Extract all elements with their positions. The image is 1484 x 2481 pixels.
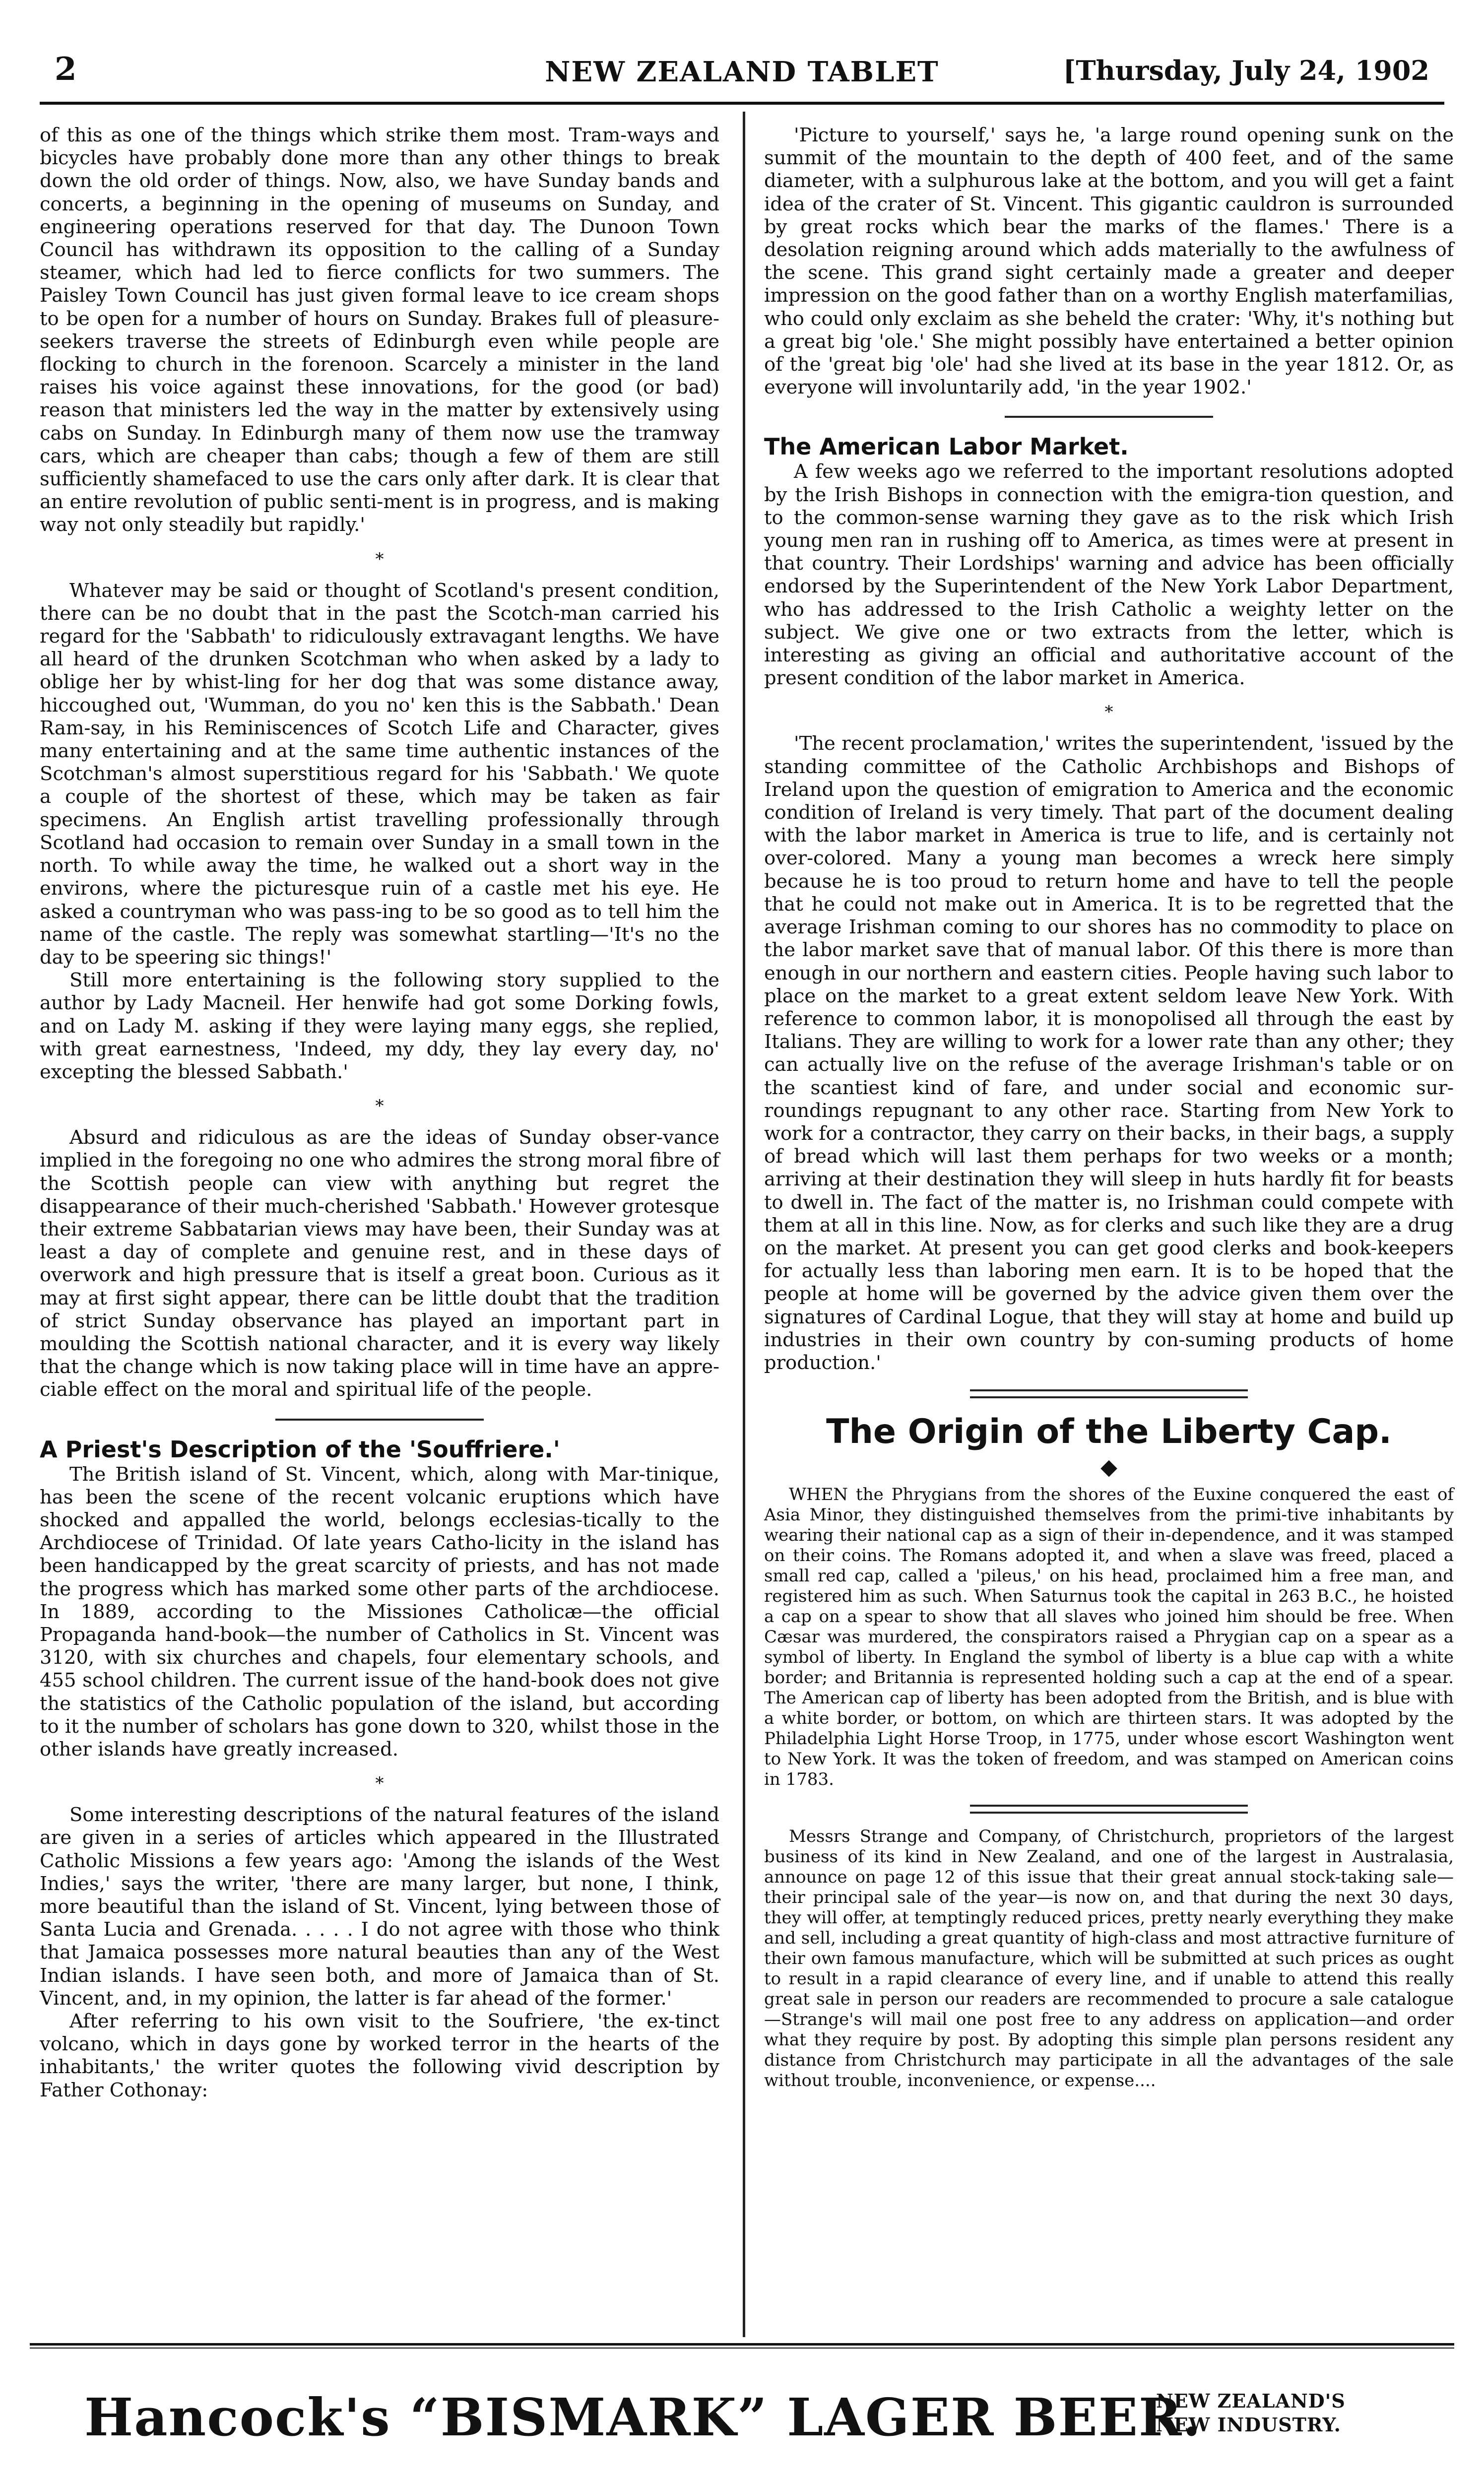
section-rule-right — [1005, 416, 1213, 418]
section-star-2: * — [375, 1096, 384, 1116]
left-paragraph-7: After referring to his own visit to the Soufriere, 'the ex-tinct volcano, which in days gone by worked terror in the hearts of the inhabitants,' the writer quotes the following vivid description by Father Cothonay: — [40, 2010, 719, 2101]
heading-liberty-cap: The Origin of the Liberty Cap. — [826, 1412, 1392, 1452]
masthead: NEW ZEALAND TABLET — [545, 56, 939, 88]
right-column — [764, 124, 1454, 2091]
footer-rule-thin — [30, 2348, 1454, 2349]
right-paragraph-3: 'The recent proclamation,' writes the superintendent, 'issued by the standing committee of the Catholic Archbishops and Bishops of Ireland upon the question of emigration to America and the economic condition of Ireland is very timely. That part of the document dealing with the labor market in America is true to life, and is certainly not over-colored. Many a young man becomes a wreck here simply because he is too proud to return home and have to tell the people that he could not make out in America. It is to be regretted that the average Irishman coming to our shores has no commodity to place on the labor market save that of manual labor. Of this there is more than enough in our northern and eastern cities. People having such labor to place on the market to a great extent seldom leave New York. With reference to common labor, it is monopolised all through the east by Italians. They are willing to work for a lower rate than any other; they can actually live on the refuse of the average Irishman's table or on the scantiest kind of fare, and under social and economic sur-roundings repugnant to any other race. Starting from New York to work for a contractor, they carry on their backs, in their bags, a supply of bread which will last them perhaps for two weeks or a month; arriving at their destination they will sleep in huts hardly fit for beasts to dwell in. The fact of the matter is, no Irishman could compete with them at all in this line. Now, as for clerks and such like they are a drug on the market. At present you can get good clerks and book-keepers for actually less than laboring men earn. It is to be hoped that the people at home will be governed by the advice given them over the signatures of Cardinal Logue, that they will stay at home and build up industries in their own country by con-suming products of home production.' — [764, 732, 1454, 1374]
advert-side-text — [1156, 2389, 1434, 2437]
strange-paragraph: Messrs Strange and Company, of Christchurch, proprietors of the largest business of its kind in New Zealand, and one of the largest in Australasia, announce on page 12 of this issue that their great annual stock-taking sale—their principal sale of the year—is now on, and that during the next 30 days, they will offer, at temptingly reduced prices, pretty nearly everything they make and sell, including a great quantity of high-class and most attractive furniture of their own famous manufacture, which will be submitted at such prices as ought to result in a rapid clearance of every line, and if unable to attend this really great sale in person our readers are recommended to procure a sale catalogue—Strange's will mail one post free to any address on application—and order what they require by post. By adopting this simple plan persons resident any distance from Christchurch may participate in all the advantages of the sale without trouble, inconvenience, or expense.... — [764, 1827, 1454, 2091]
right-paragraph-1: 'Picture to yourself,' says he, 'a large round opening sunk on the summit of the mountain to the depth of 400 feet, and of the same diameter, with a sulphurous lake at the bottom, and you will get a faint idea of the crater of St. Vincent. This gigantic cauldron is surrounded by great rocks which bear the marks of the flames.' There is a desolation reigning around which adds materially to the awfulness of the scene. This grand sight certainly made a greater and deeper impression on the good father than on a worthy English materfamilias, who could only exclaim as she beheld the crater: 'Why, it's nothing but a great big 'ole.' She might possibly have entertained a better opinion of the 'great big 'ole' had she lived at its base in the year 1812. Or, as everyone will involuntarily add, 'in the year 1902.' — [764, 124, 1454, 399]
header-rule — [40, 102, 1444, 105]
advert-side-line-2: NEW INDUSTRY. — [1156, 2414, 1341, 2436]
column-divider — [743, 112, 745, 2337]
section-star-right: * — [1104, 702, 1113, 722]
left-paragraph-5: The British island of St. Vincent, which, along with Mar-tinique, has been the scene of the recent volcanic eruptions which have shocked and appalled the world, belongs ecclesias-tically to the Archdiocese of Trinidad. Of late years Catho-licity in the island has been handicapped by the great scarcity of priests, and has not made the progress which has marked some other parts of the archdiocese. In 1889, according to the Missiones Catholicæ—the official Propaganda hand-book—the number of Catholics in St. Vincent was 3120, with six churches and chapels, four elementary schools, and 455 school children. The current issue of the hand-book does not give the statistics of the Catholic population of the island, but according to it the number of scholars has gone down to 320, whilst those in the other islands have greatly increased. — [40, 1463, 719, 1761]
liberty-cap-paragraph: WHEN the Phrygians from the shores of the Euxine conquered the east of Asia Minor, they distinguished themselves from the primi-tive inhabitants by wearing their national cap as a sign of their in-dependence, and it was stamped on their coins. The Romans adopted it, and when a slave was freed, placed a small red cap, called a 'pileus,' on his head, proclaimed him a free man, and registered him as such. When Saturnus took the capital in 263 B.C., he hoisted a cap on a spear to show that all slaves who joined him should be free. When Cæsar was murdered, the conspirators raised a Phrygian cap on a spear as a symbol of liberty. In England the symbol of liberty is a blue cap with a white border; and Britannia is represented holding such a cap at the end of a spear. The American cap of liberty has been adopted from the British, and is blue with a white border, or bottom, on which are thirteen stars. It was adopted by the Philadelphia Light Horse Troop, in 1775, under whose escort Washington went to New York. It was the token of freedom, and was stamped on American coins in 1783. — [764, 1485, 1454, 1790]
liberty-cap-article — [764, 1485, 1454, 1790]
left-column — [40, 124, 719, 2102]
strange-notice — [764, 1827, 1454, 2091]
footer-rule — [30, 2343, 1454, 2346]
advert-side-line-1: NEW ZEALAND'S — [1156, 2390, 1346, 2412]
left-paragraph-3: Still more entertaining is the following story supplied to the author by Lady Macneil. Her henwife had got some Dorking fowls, and on Lady M. asking if they were laying many eggs, she replied, with great earnestness, 'Indeed, my ddy, they lay every day, no' excepting the blessed Sabbath.' — [40, 969, 719, 1083]
left-paragraph-6: Some interesting descriptions of the natural features of the island are given in a series of articles which appeared in the Illustrated Catholic Missions a few years ago: 'Among the islands of the West Indies,' says the writer, 'there are many larger, but none, I think, more beautiful than the island of St. Vincent, lying between those of Santa Lucia and Grenada. . . . . I do not agree with those who think that Jamaica possesses more natural beauties than any of the West Indian islands. I have seen both, and more of Jamaica than of St. Vincent, and, in my opinion, the latter is far ahead of the former.' — [40, 1804, 719, 2010]
heading-american-labor-market: The American Labor Market. — [764, 433, 1129, 460]
section-star-3: * — [375, 1773, 384, 1794]
left-paragraph-4: Absurd and ridiculous as are the ideas of Sunday obser-vance implied in the foregoing no one who admires the strong moral fibre of the Scottish people can view with anything but regret the disappearance of their much-cherished 'Sabbath.' However grotesque their extreme Sabbatarian views may have been, their Sunday was at least a day of complete and genuine rest, and in these days of overwork and high pressure that is itself a great boon. Curious as it may at first sight appear, there can be little doubt that the tradition of strict Sunday observance has played an important part in moulding the Scottish national character, and it is every way likely that the change which is now taking place will in time have an appre-ciable effect on the moral and spiritual life of the people. — [40, 1126, 719, 1401]
advert-bismark-lager: Hancock's “BISMARK” LAGER BEER. — [84, 2387, 1202, 2448]
section-rule — [275, 1419, 484, 1421]
double-rule-bottom — [970, 1805, 1248, 1814]
left-paragraph-2: Whatever may be said or thought of Scotland's present condition, there can be no doubt that in the past the Scotch-man carried his regard for the 'Sabbath' to ridiculously extravagant lengths. We have all heard of the drunken Scotchman who when asked by a lady to oblige her by whist-ling for her dog that was some distance away, hiccoughed out, 'Wumman, do you no' ken this is the Sabbath.' Dean Ram-say, in his Reminiscences of Scotch Life and Character, gives many entertaining and at the same time authentic instances of the Scotchman's almost superstitious regard for his 'Sabbath.' We quote a couple of the shortest of these, which may be taken as fair specimens. An English artist travelling professionally through Scotland had occasion to remain over Sunday in a small town in the north. To while away the time, he walked out a short way in the environs, where the picturesque ruin of a castle met his eye. He asked a countryman who was pass-ing to be so good as to tell him the name of the castle. The reply was somewhat startling—'It's no the day to be speering sic things!' — [40, 579, 719, 969]
ornament-diamond-icon: ◆ — [1100, 1454, 1117, 1480]
heading-priest-description: A Priest's Description of the 'Souffriere.' — [40, 1436, 560, 1463]
right-paragraph-2: A few weeks ago we referred to the important resolutions adopted by the Irish Bishops in connection with the emigra-tion question, and to the common-sense warning they gave as to the risk which Irish young men ran in rushing off to America, as times were at present in that country. Their Lordships' warning and advice has been officially endorsed by the Superintendent of the New York Labor Department, who has addressed to the Irish Catholic a weighty letter on the subject. We give one or two extracts from the letter, which is interesting as giving an official and authoritative account of the present condition of the labor market in America. — [764, 460, 1454, 690]
issue-date: [Thursday, July 24, 1902 — [1063, 55, 1429, 86]
page-number: 2 — [55, 51, 77, 88]
section-star-1: * — [375, 549, 384, 569]
left-paragraph-1: of this as one of the things which strike them most. Tram-ways and bicycles have probably done more than any other things to break down the old order of things. Now, also, we have Sunday bands and concerts, a beginning in the opening of museums on Sunday, and engineering operations reserved for that day. The Dunoon Town Council has withdrawn its opposition to the calling of a Sunday steamer, which had led to fierce conflicts for two summers. The Paisley Town Council has just given formal leave to ice cream shops to be open for a number of hours on Sunday. Brakes full of pleasure-seekers traverse the streets of Edinburgh even while people are flocking to church in the forenoon. Scarcely a minister in the land raises his voice against these innovations, for the good (or bad) reason that ministers led the way in the matter by extensively using cabs on Sunday. In Edinburgh many of them now use the tramway cars, which are cheaper than cabs; though a few of them are still sufficiently shamefaced to use the cars only after dark. It is clear that an entire revolution of public senti-ment is in progress, and is making way not only steadily but rapidly.' — [40, 124, 719, 536]
double-rule-top — [970, 1389, 1248, 1398]
